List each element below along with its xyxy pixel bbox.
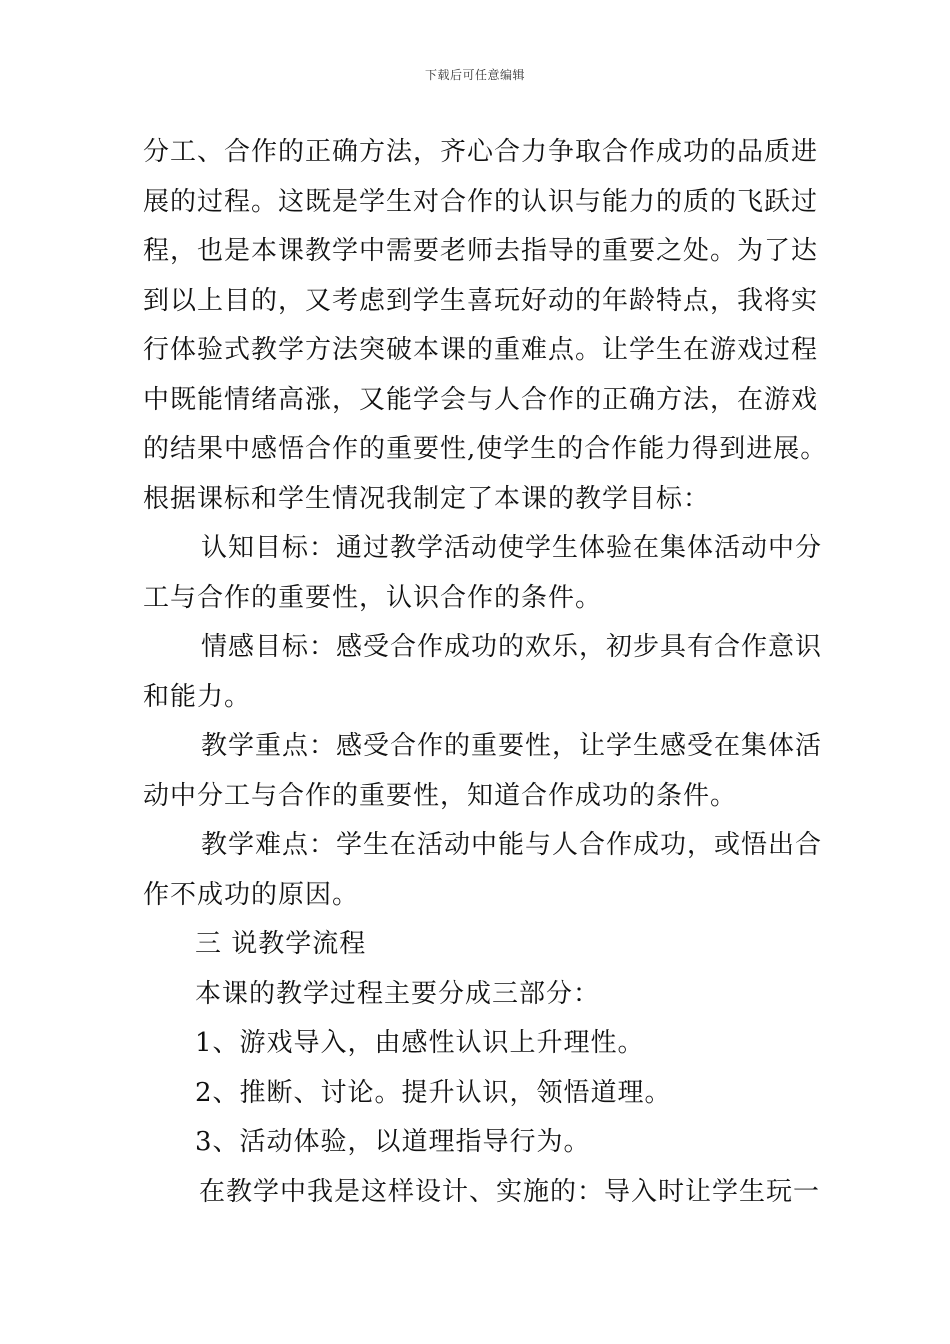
body-line: 中既能情绪高涨，又能学会与人合作的正确方法，在游戏 [143,384,819,415]
body-line: 在教学中我是这样设计、实施的：导入时让学生玩一 [199,1176,821,1207]
body-line: 根据课标和学生情况我制定了本课的教学目标： [143,483,711,514]
key-point-line: 教学重点：感受合作的重要性，让学生感受在集体活 [201,731,823,761]
body-line: 程，也是本课教学中需要老师去指导的重要之处。为了达 [143,236,819,266]
body-line: 和能力。 [143,681,252,712]
body-line: 动中分工与合作的重要性，知道合作成功的条件。 [143,780,738,811]
body-line: 工与合作的重要性，认识合作的条件。 [143,582,603,613]
list-item: 1、游戏导入，由感性认识上升理性。 [195,1028,645,1058]
body-line: 行体验式教学方法突破本课的重难点。让学生在游戏过程 [143,335,819,365]
body-line: 分工、合作的正确方法，齐心合力争取合作成功的品质进 [143,137,819,167]
document-body [143,128,828,1217]
cognitive-goal-line: 认知目标：通过教学活动使学生体验在集体活动中分 [201,533,823,563]
body-line: 到以上目的，又考虑到学生喜玩好动的年龄特点，我将实 [143,285,819,316]
list-item: 3、活动体验，以道理指导行为。 [195,1127,591,1157]
difficulty-line: 教学难点：学生在活动中能与人合作成功，或悟出合 [201,830,823,860]
body-line: 作不成功的原因。 [143,879,360,910]
emotional-goal-line: 情感目标：感受合作成功的欢乐，初步具有合作意识 [201,632,823,662]
section-heading: 三 说教学流程 [195,929,367,959]
body-line: 的结果中感悟合作的重要性,使学生的合作能力得到进展。 [143,434,828,464]
page-header: 下载后可任意编辑 [424,68,525,82]
body-line: 本课的教学过程主要分成三部分： [195,978,601,1009]
list-item: 2、推断、讨论。提升认识，领悟道理。 [195,1077,672,1108]
body-line: 展的过程。这既是学生对合作的认识与能力的质的飞跃过 [143,186,819,217]
